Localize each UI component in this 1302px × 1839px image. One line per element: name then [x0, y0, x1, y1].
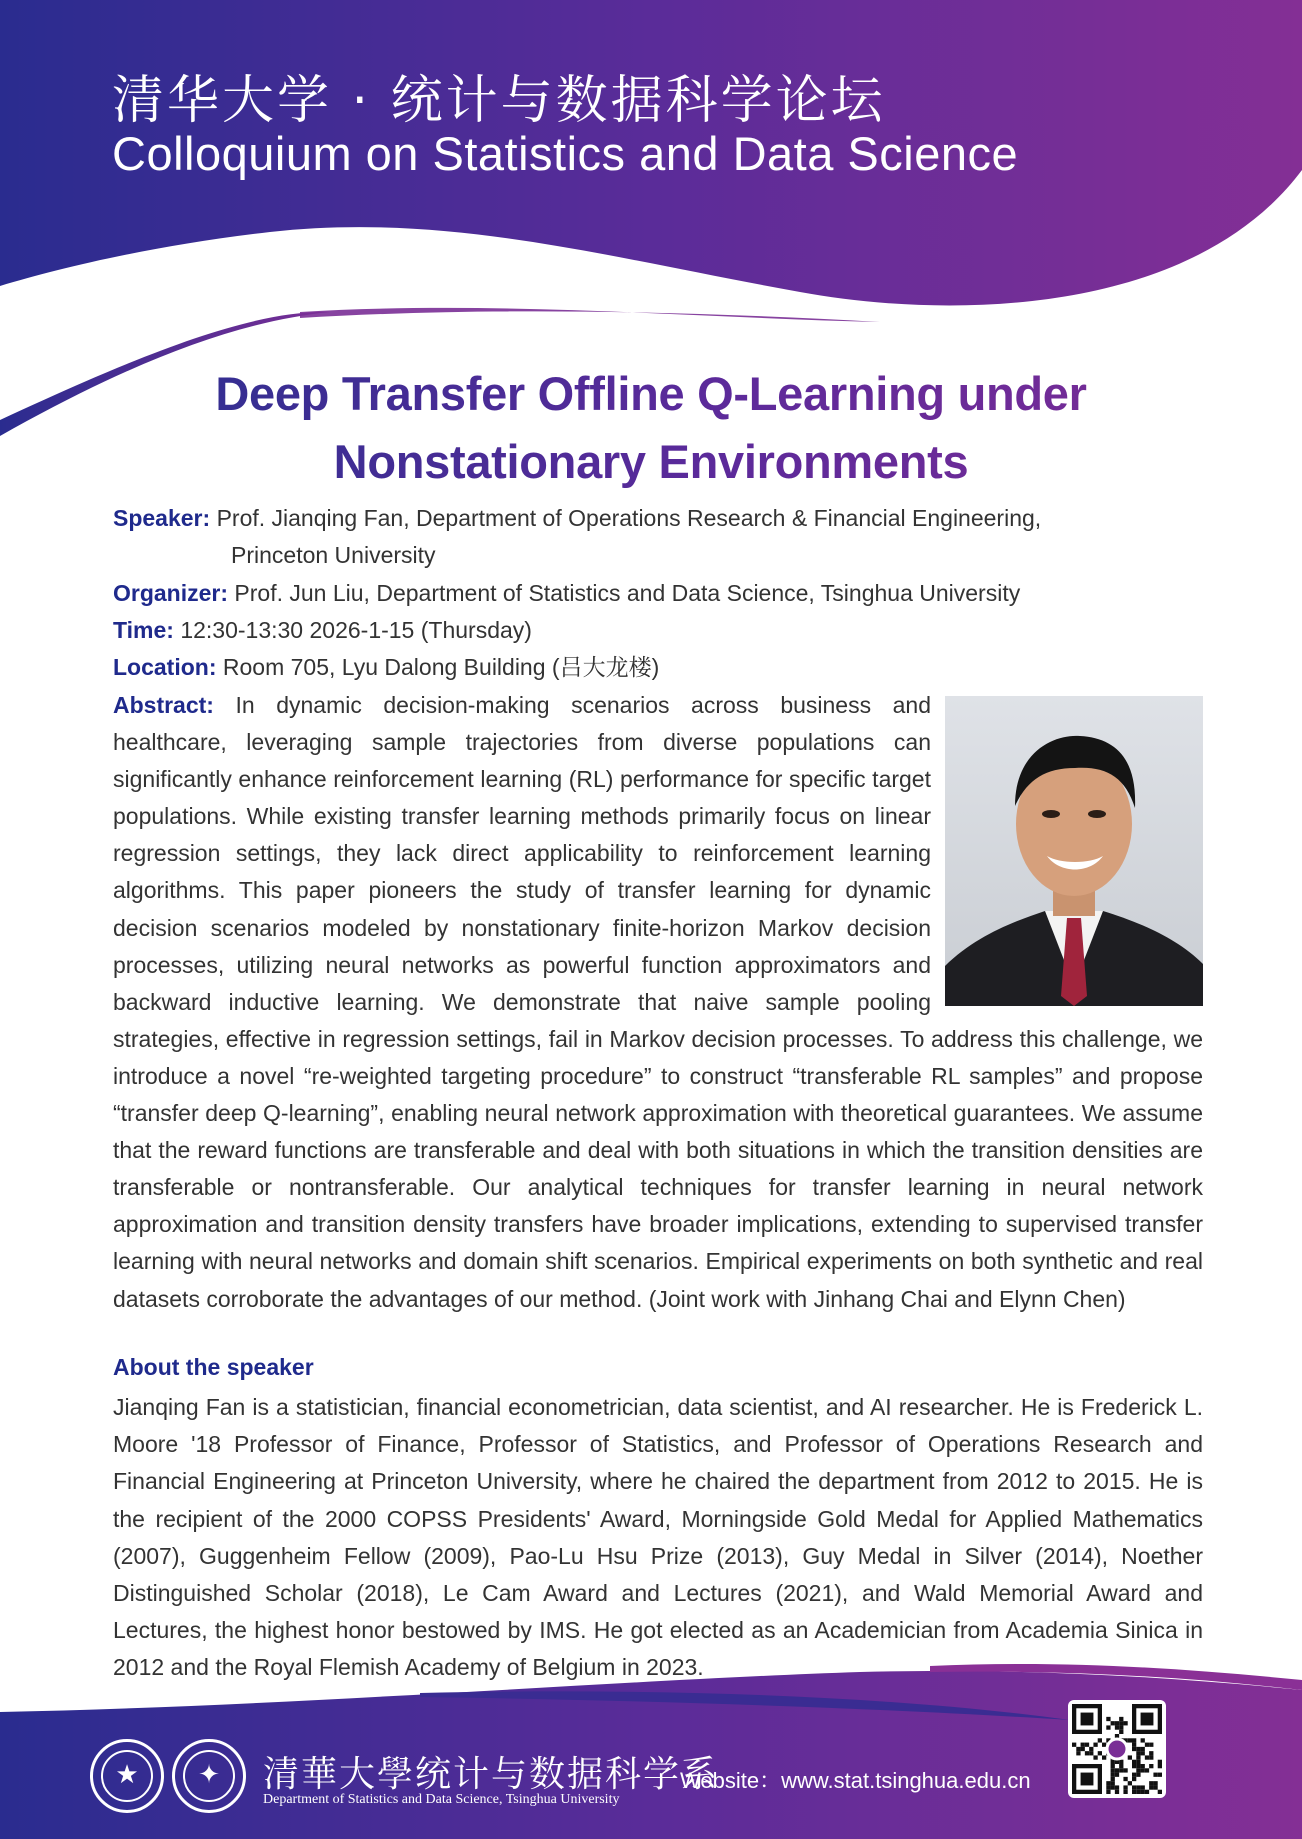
- location-label: Location:: [113, 654, 217, 680]
- department-name-english: Department of Statistics and Data Science, Tsinghua University: [263, 1792, 620, 1807]
- organizer-value: Prof. Jun Liu, Department of Statistics and Data Science, Tsinghua University: [234, 580, 1021, 606]
- abstract: [113, 687, 1203, 1318]
- tsinghua-seal-logo: ★: [90, 1739, 164, 1813]
- location-row: [113, 649, 1213, 686]
- time-value: 12:30-13:30 2026-1-15 (Thursday): [180, 617, 532, 643]
- speaker-label: Speaker:: [113, 505, 211, 531]
- speaker-photo: [945, 696, 1203, 1006]
- speaker-affiliation: Princeton University: [231, 542, 436, 568]
- abstract-label: Abstract:: [113, 692, 214, 718]
- department-name-chinese: 清華大學统计与数据科学系: [263, 1754, 720, 1795]
- location-value: Room 705, Lyu Dalong Building (吕大龙楼): [222, 654, 660, 680]
- about-speaker-heading: About the speaker: [113, 1354, 314, 1380]
- time-label: Time:: [113, 617, 174, 643]
- organizer-row: [113, 575, 1213, 612]
- speaker-value: Prof. Jianqing Fan, Department of Operations Research & Financial Engineering,: [216, 505, 1042, 531]
- talk-title-line-2: Nonstationary Environments: [333, 435, 969, 488]
- talk-title: [80, 360, 1222, 496]
- abstract-text: In dynamic decision-making scenarios across business and healthcare, leveraging sample trajectories from diverse populations can significantly enhance reinforcement learning (RL) performance for specific target populations. While existing transfer learning methods primarily focus on linear regression settings, they lack direct applicability to reinforcement learning algorithms. This paper pioneers the study of transfer learning for dynamic decision scenarios modeled by nonstationary finite-horizon Markov decision processes, utilizing neural networks as powerful function approximators and backward inductive learning. We demonstrate that naive sample pooling strategies, effective in regression settings, fail in Markov decision processes. To address this challenge, we introduce a novel “re-weighted targeting procedure” to construct “transferable RL samples” and propose “transfer deep Q-learning”, enabling neural network approximation with theoretical guarantees. We assume that the reward functions are transferable and deal with both situations in which the transition densities are transferable or nontransferable. Our analytical techniques for transfer learning in neural network approximation and transition density transfers have broader implications, extending to supervised transfer learning with neural networks and domain shift scenarios. Empirical experiments on both synthetic and real datasets corroborate the advantages of our method. (Joint work with Jinhang Chai and Elynn Chen): [113, 692, 1203, 1312]
- top-swoosh-2: [300, 308, 880, 322]
- colloquium-title-english: Colloquium on Statistics and Data Science: [112, 127, 1019, 180]
- talk-title-line-1: Deep Transfer Offline Q-Learning under: [215, 367, 1087, 420]
- organizer-label: Organizer:: [113, 580, 229, 606]
- colloquium-title-chinese: 清华大学 · 统计与数据科学论坛: [112, 71, 886, 131]
- time-row: [113, 612, 1213, 649]
- website-link[interactable]: Website：www.stat.tsinghua.edu.cn: [680, 1768, 1031, 1793]
- speaker-row: [113, 500, 1213, 574]
- department-seal-logo: ✦: [172, 1739, 246, 1813]
- about-speaker-text: Jianqing Fan is a statistician, financial econometrician, data scientist, and AI researcher. He is Frederick L. Moore '18 Professor of Finance, Professor of Statistics, and Professor of Operations Research and Financial Engineering at Princeton University, where he chaired the department from 2012 to 2015. He is the recipient of the 2000 COPSS Presidents' Award, Morningside Gold Medal for Applied Mathematics (2007), Guggenheim Fellow (2009), Pao-Lu Hsu Prize (2013), Guy Medal in Silver (2014), Noether Distinguished Scholar (2018), Le Cam Award and Lectures (2021), and Wald Memorial Award and Lectures, the highest honor bestowed by IMS. He got elected as an Academician from Academia Sinica in 2012 and the Royal Flemish Academy of Belgium in 2023.: [113, 1394, 1203, 1681]
- qr-code-icon[interactable]: [1068, 1700, 1166, 1798]
